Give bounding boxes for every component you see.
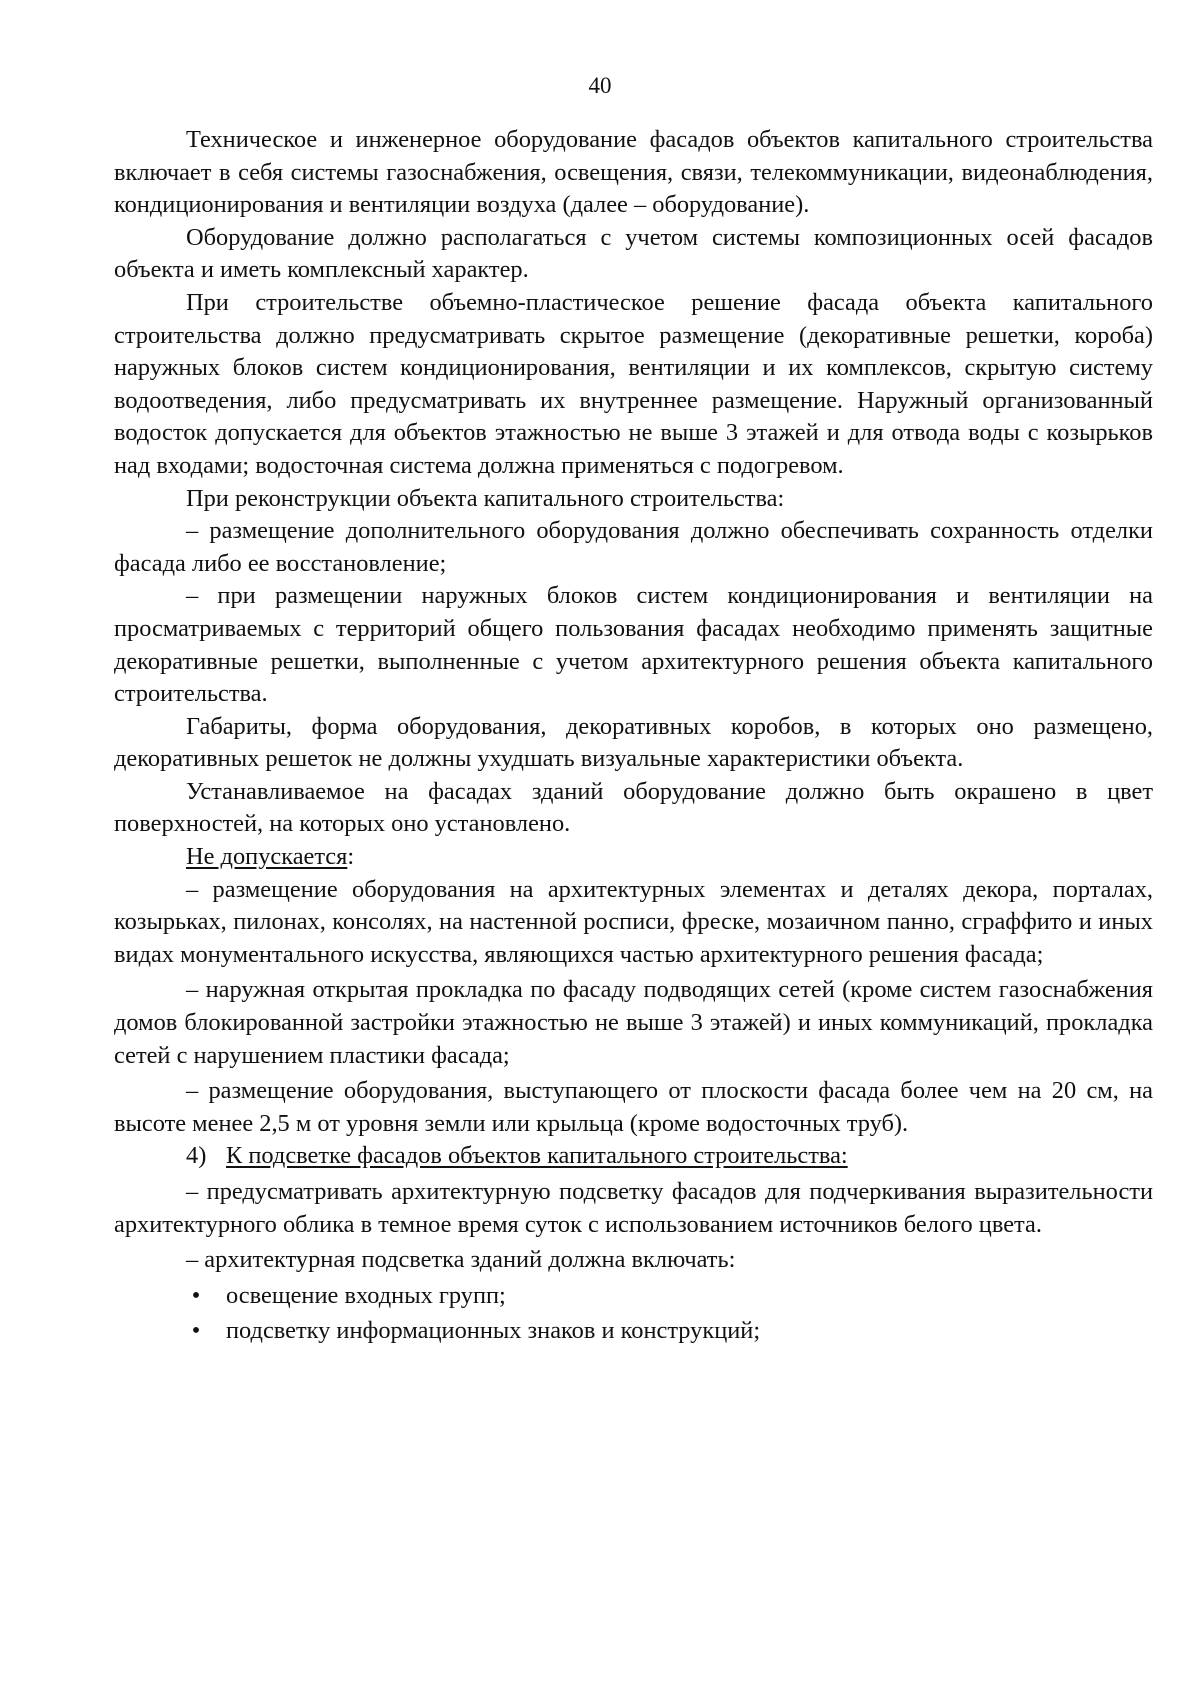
not-allowed-heading: Не допускается (186, 843, 348, 871)
paragraph-prohibition-3: – размещение оборудования, выступающего от плоскости фасада более чем на 20 см, на высоте менее 2,5 м от уровня земли или крыльца (кроме водосточных труб). (114, 1077, 1153, 1137)
paragraph-lighting-2: – архитектурная подсветка зданий должна включать: (186, 1246, 736, 1274)
paragraph-construction-requirements: При строительстве объемно-пластическое решение фасада объекта капитального строительства должно предусматривать скрытое размещение (декоративные решетки, короба) наружных блоков систем кондиционирования, вентиляции и их комплексов, скрытую систему водоотведения, либо предусматривать их внутреннее размещение. Наружный организованный водосток допускается для объектов этажностью не выше 3 этажей и для отвода воды с козырьков над входами; водосточная система должна применяться с подогревом. (114, 288, 1153, 479)
paragraph-equipment-placement: Оборудование должно располагаться с учетом системы композиционных осей фасадов объекта и иметь комплексный характер. (114, 223, 1153, 284)
paragraph-reconstruction-item-2: – при размещении наружных блоков систем кондиционирования и вентиляции на просматриваемых с территорий общего пользования фасадах необходимо применять защитные декоративные решетки, выполненные с учетом архитектурного решения объекта капитального строительства. (114, 582, 1153, 708)
paragraph-not-allowed (114, 841, 1153, 874)
section-4-heading (114, 1140, 1153, 1173)
section-4-number: 4) (186, 1142, 207, 1170)
bullet-icon: • (191, 1317, 201, 1345)
paragraph-dimensions: Габариты, форма оборудования, декоративных коробов, в которых оно размещено, декоративных решеток не должны ухудшать визуальные характеристики объекта. (114, 712, 1153, 773)
list-item (114, 1315, 1153, 1348)
list-item (114, 1280, 1153, 1313)
paragraph-lighting-1: – предусматривать архитектурную подсветку фасадов для подчеркивания выразительности архитектурного облика в темное время суток с использованием источников белого цвета. (114, 1178, 1153, 1238)
document-body (114, 124, 1153, 1348)
bullet-icon: • (191, 1281, 201, 1309)
paragraph-prohibition-2: – наружная открытая прокладка по фасаду подводящих сетей (кроме систем газоснабжения домов блокированной застройки этажностью не выше 3 этажей) и иных коммуникаций, прокладка сетей с нарушением пластики фасада; (114, 976, 1153, 1069)
section-4-title: К подсветке фасадов объектов капитального строительства: (226, 1142, 848, 1170)
paragraph-reconstruction-heading: При реконструкции объекта капитального строительства: (186, 484, 785, 512)
list-item-text: подсветку информационных знаков и конструкций; (226, 1317, 761, 1345)
list-item-text: освещение входных групп; (226, 1281, 506, 1309)
lighting-bullet-list (114, 1280, 1153, 1348)
not-allowed-colon: : (347, 843, 355, 871)
paragraph-prohibition-1: – размещение оборудования на архитектурных элементах и деталях декора, порталах, козырьках, пилонах, консолях, на настенной росписи, фреске, мозаичном панно, сграффито и иных видах монументального искусства, являющихся частью архитектурного решения фасада; (114, 875, 1153, 968)
page-number: 40 (588, 73, 612, 98)
paragraph-painting: Устанавливаемое на фасадах зданий оборудование должно быть окрашено в цвет поверхностей, на которых оно установлено. (114, 777, 1153, 838)
paragraph-equipment-definition: Техническое и инженерное оборудование фасадов объектов капитального строительства включает в себя системы газоснабжения, освещения, связи, телекоммуникации, видеонаблюдения, кондиционирования и вентиляции воздуха (далее – оборудование). (114, 126, 1153, 219)
paragraph-reconstruction-item-1: – размещение дополнительного оборудования должно обеспечивать сохранность отделки фасада либо ее восстановление; (114, 517, 1153, 577)
